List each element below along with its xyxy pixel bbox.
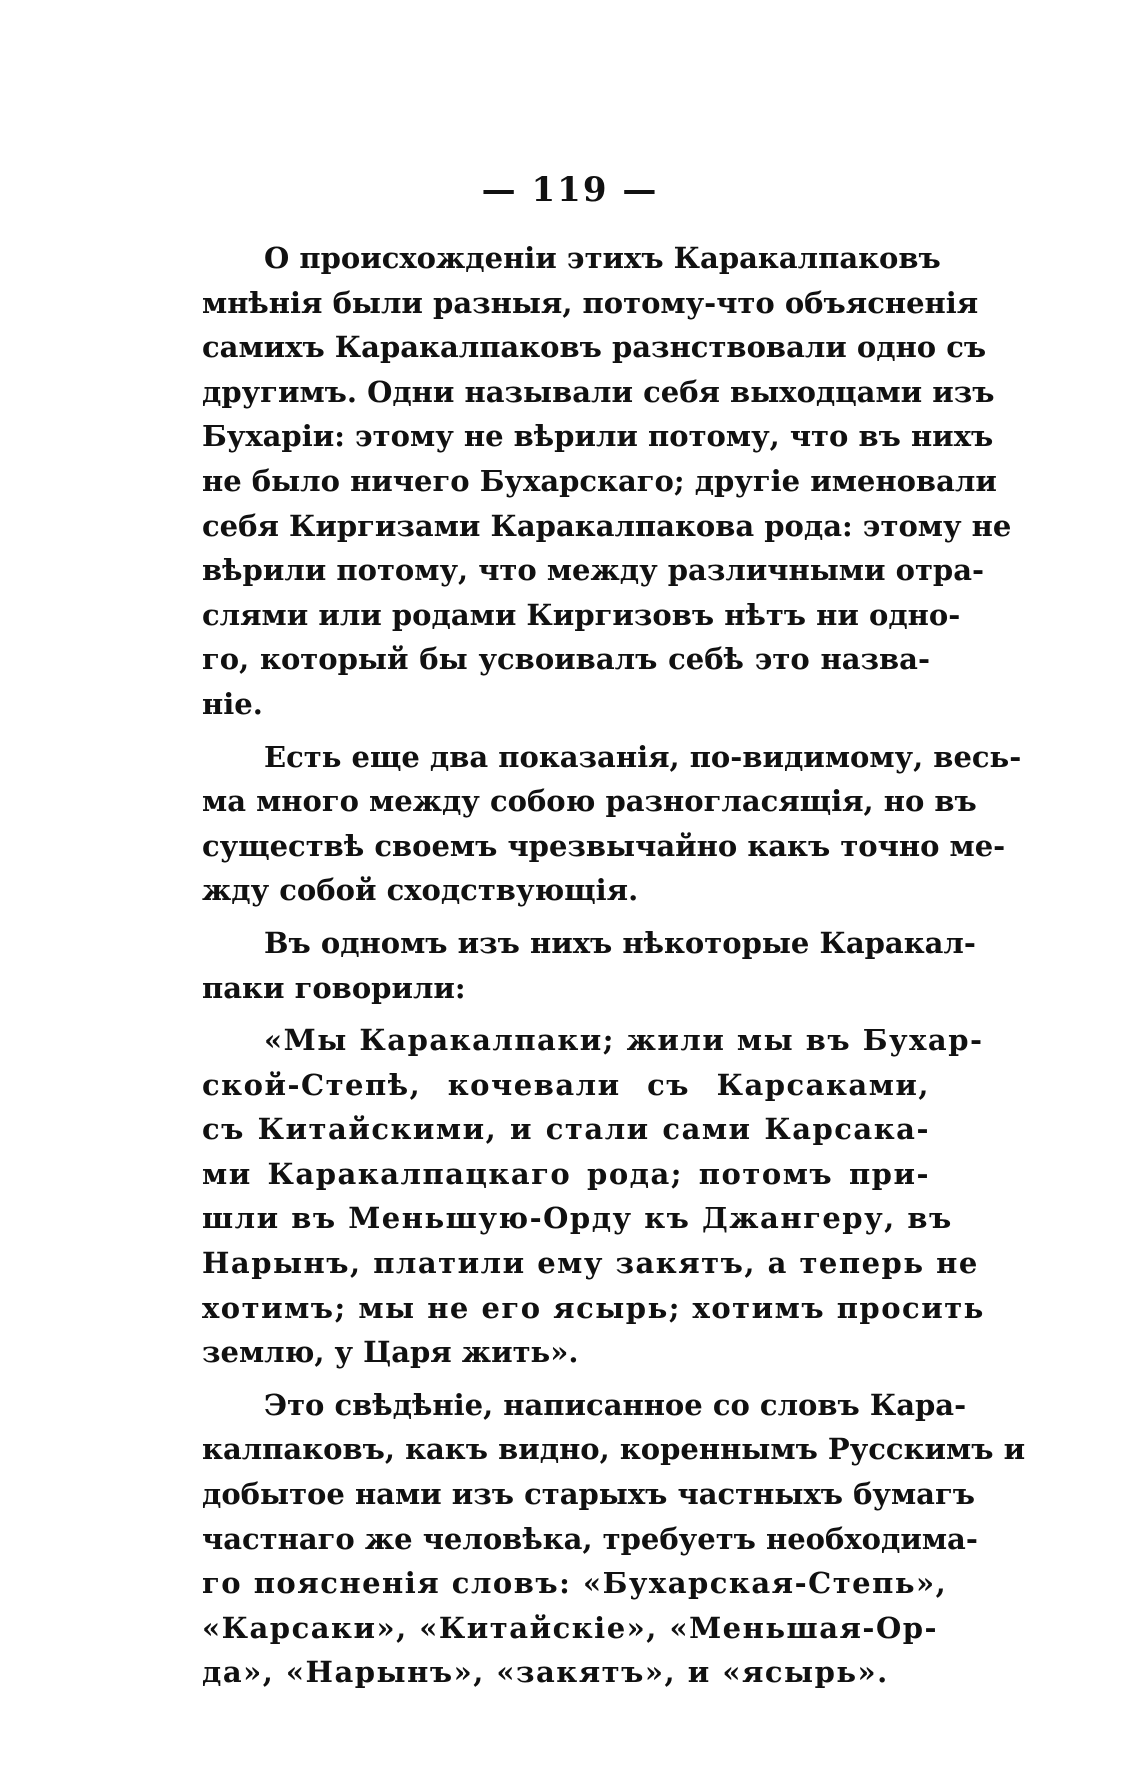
text-line: добытое нами изъ старыхъ частныхъ бумагъ xyxy=(202,1477,975,1512)
paragraph-gap xyxy=(202,913,930,921)
paragraph-gap xyxy=(202,1010,930,1018)
text-line: ми Каракалпацкаго рода; потомъ при- xyxy=(202,1156,930,1191)
text-line: ніе. xyxy=(202,686,263,721)
text-line: шли въ Меньшую-Орду къ Джангеру, въ xyxy=(202,1201,953,1236)
text-line: самихъ Каракалпаковъ разнствовали одно съ xyxy=(202,330,987,365)
text-line: «Карсаки», «Китайскіе», «Меньшая-Ор- xyxy=(202,1610,939,1645)
body-text xyxy=(202,236,1026,1695)
text-line: да», «Нарынъ», «закятъ», и «ясырь». xyxy=(202,1655,889,1690)
text-line: съ Китайскими, и стали сами Карсака- xyxy=(202,1112,930,1147)
text-line: калпаковъ, какъ видно, кореннымъ Русскимъ и xyxy=(202,1432,1026,1467)
paragraph-gap xyxy=(202,1375,930,1383)
text-line: жду собой сходствующія. xyxy=(202,873,639,908)
text-line: Въ одномъ изъ нихъ нѣкоторые Каракал- xyxy=(264,925,976,960)
text-line: ма много между собою разногласящія, но въ xyxy=(202,784,977,819)
paragraph-gap xyxy=(202,727,930,735)
text-line: Бухаріи: этому не вѣрили потому, что въ нихъ xyxy=(202,419,994,454)
text-line: вѣрили потому, что между различными отра- xyxy=(202,553,985,588)
text-line: Это свѣдѣніе, написанное со словъ Кара- xyxy=(264,1387,967,1422)
text-line: Нарынъ, платили ему закятъ, а теперь не xyxy=(202,1246,979,1281)
text-line: мнѣнія были разныя, потому-что объясненія xyxy=(202,285,979,320)
text-line: паки говорили: xyxy=(202,970,466,1005)
text-line: О происхожденіи этихъ Каракалпаковъ xyxy=(264,241,941,275)
text-line: существѣ своемъ чрезвычайно какъ точно ме- xyxy=(202,828,1006,863)
text-line: го, который бы усвоивалъ себѣ это назва- xyxy=(202,642,930,677)
text-line: го поясненія словъ: «Бухарская-Степь», xyxy=(202,1566,948,1601)
text-line: хотимъ; мы не его ясырь; хотимъ просить xyxy=(202,1290,985,1325)
text-line: слями или родами Киргизовъ нѣтъ ни одно- xyxy=(202,597,961,632)
text-line: себя Киргизами Каракалпакова рода: этому не xyxy=(202,508,1012,543)
text-line: не было ничего Бухарскаго; другіе именовали xyxy=(202,463,997,498)
page-number: — 119 — xyxy=(481,170,659,210)
text-line: другимъ. Одни называли себя выходцами изъ xyxy=(202,374,995,409)
text-line: «Мы Каракалпаки; жили мы въ Бухар- xyxy=(264,1023,984,1058)
text-line: частнаго же человѣка, требуетъ необходима- xyxy=(202,1521,978,1556)
text-line: землю, у Царя жить». xyxy=(202,1335,579,1370)
text-line: Есть еще два показанія, по-видимому, весь- xyxy=(264,739,1022,774)
text-line: ской-Степѣ, кочевали съ Карсаками, xyxy=(202,1067,930,1102)
